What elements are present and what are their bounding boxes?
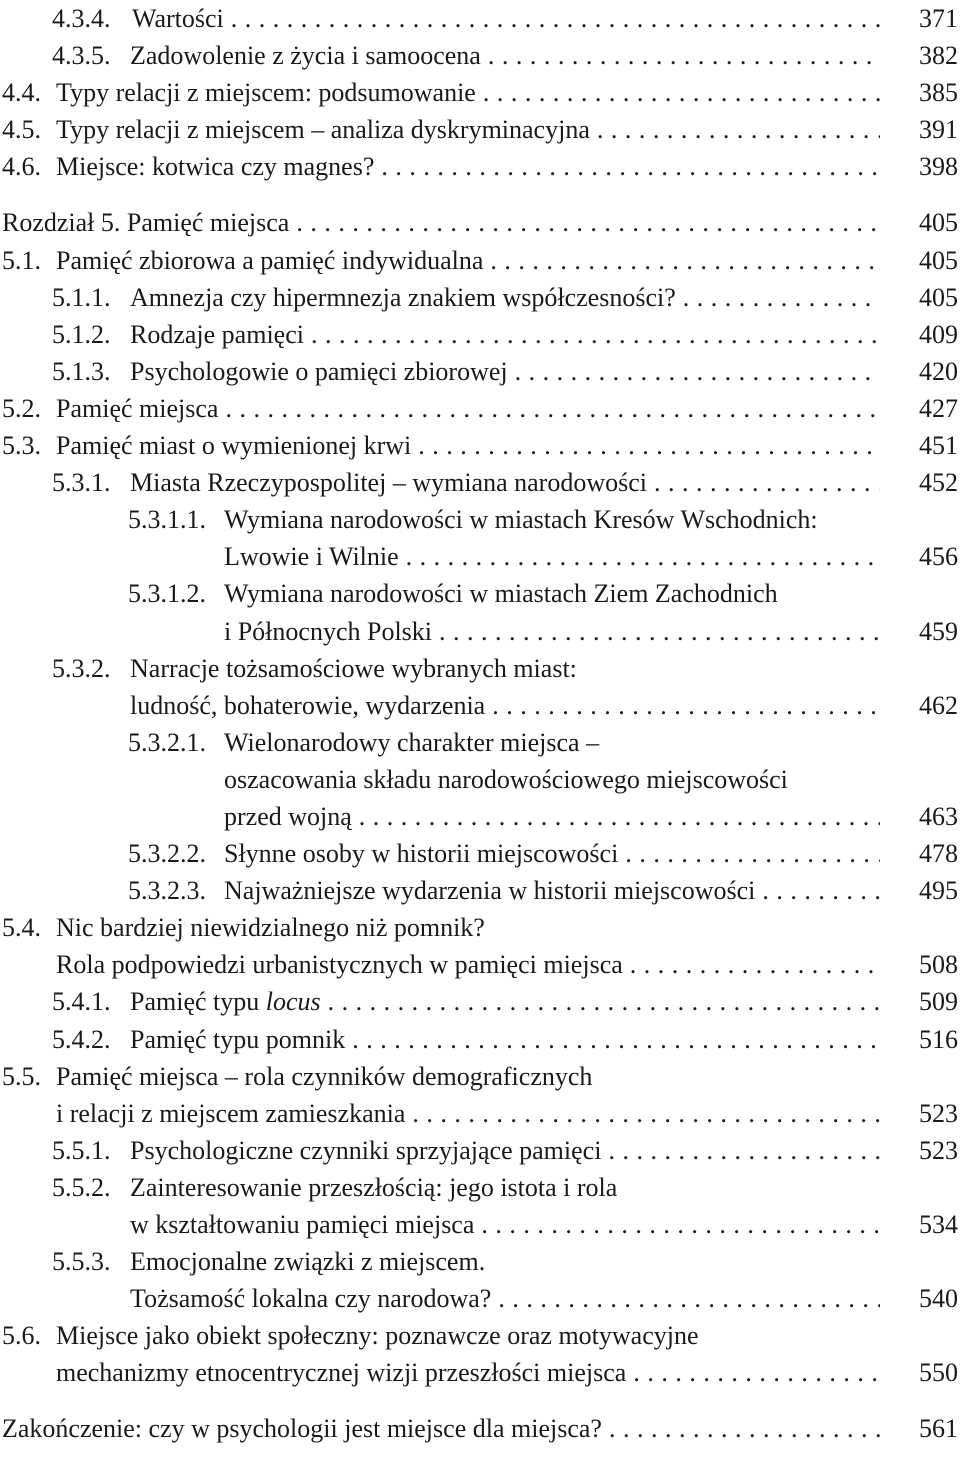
toc-entry-number: 5.3.2. [52,653,111,683]
toc-entry-page: 382 [919,41,958,71]
toc-entry[interactable] [0,650,960,687]
toc-entry-title-text: Pamięć zbiorowa a pamięć indywidualna [56,245,484,275]
toc-entry-title-text: Wymiana narodowości w miastach Ziem Zachodnich [224,579,778,609]
toc-entry-title [56,1095,880,1132]
toc-entry-page: 463 [919,801,958,831]
toc-entry-page: 550 [919,1358,958,1388]
toc-entry[interactable] [0,74,960,111]
toc-entry-title-text: Pamięć miast o wymienionej krwi [56,431,412,461]
toc-entry-title [56,427,880,464]
toc-entry-title [224,538,880,575]
toc-entry-number: 5.1.2. [52,319,111,349]
toc-entry[interactable] [0,1095,960,1132]
toc-entry-title [224,501,818,538]
toc-entry-page: 405 [919,282,958,312]
toc-entry-page: 508 [919,950,958,980]
toc-entry-title-italic: locus [265,987,321,1017]
toc-entry[interactable] [0,538,960,575]
toc-entry-title-text: w kształtowaniu pamięci miejsca [130,1210,475,1239]
toc-entry[interactable] [0,687,960,724]
toc-entry-title [130,464,880,501]
toc-entry[interactable] [0,316,960,353]
toc-entry-number: 5.1.3. [52,356,111,386]
toc-entry-title-text: Lwowie i Wilnie [224,542,399,572]
toc-entry-title-text: oszacowania składu narodowościowego miejscowości [224,764,788,794]
toc-entry-page: 516 [919,1024,958,1054]
toc-entry-title-text: Wielonarodowy charakter miejsca – [224,727,600,757]
toc-entry[interactable] [0,148,960,185]
toc-entry-title-text: Miasta Rzeczypospolitej – wymiana narodowości [130,468,647,498]
toc-entry-page: 427 [919,393,958,423]
toc-entry-title [224,724,599,761]
toc-entry-page: 495 [919,876,958,906]
toc-entry-title-text: Zainteresowanie przeszłością: jego istota i rola [130,1172,618,1202]
toc-entry[interactable] [0,111,960,148]
toc-entry[interactable] [0,1317,960,1354]
toc-entry[interactable] [0,909,960,946]
toc-entry-title-text: Wartości [132,4,224,33]
toc-entry[interactable] [0,1354,960,1391]
toc-entry[interactable] [0,1058,960,1095]
toc-entry-title [56,1354,880,1391]
toc-entry[interactable] [0,204,960,241]
toc-entry-title [132,0,880,37]
toc-entry-page: 534 [919,1210,958,1239]
toc-entry-title [56,1317,699,1354]
toc-entry-title-text: Zadowolenie z życia i samoocena [130,41,481,71]
toc-entry-title-text: Amnezja czy hipermnezja znakiem współczesności? [130,282,676,312]
toc-entry[interactable] [0,798,960,835]
toc-entry-number: 5.5. [2,1061,41,1091]
toc-entry-title [130,279,880,316]
toc-entry-title-text: Typy relacji z miejscem: podsumowanie [56,78,476,108]
toc-entry-page: 462 [919,690,958,720]
toc-entry[interactable] [0,835,960,872]
toc-entry-page: 456 [919,542,958,572]
toc-entry[interactable] [0,613,960,650]
toc-entry-title [130,1206,880,1243]
toc-entry-page: 405 [919,208,958,238]
toc-entry-title-text: Pamięć typu [130,987,266,1017]
toc-entry-title [224,872,880,909]
toc-entry-title-text: i Północnych Polski [224,616,433,646]
toc-entry-title-text: i relacji z miejscem zamieszkania [56,1098,406,1128]
toc-entry-title [56,946,880,983]
toc-entry-number: 5.4.2. [52,1024,111,1054]
toc-entry[interactable] [0,724,960,761]
toc-entry-number: 5.3. [2,431,41,461]
toc-entry-title [130,1243,485,1280]
toc-entry-title [130,687,880,724]
toc-entry[interactable] [0,0,960,37]
toc-entry-title [224,835,880,872]
toc-entry-title-text: ludność, bohaterowie, wydarzenia [130,690,486,720]
toc-entry-title-text: Narracje tożsamościowe wybranych miast: [130,653,577,683]
toc-entry-number: 5.1.1. [52,282,111,312]
toc-entry-title-text: Rozdział 5. Pamięć miejsca [2,208,290,238]
toc-entry[interactable] [0,501,960,538]
toc-entry[interactable] [0,761,960,798]
toc-entry-title-text: Wymiana narodowości w miastach Kresów Wschodnich: [224,505,818,535]
toc-entry-title-text: Rodzaje pamięci [130,319,304,349]
toc-entry-title-text: Słynne osoby w historii miejscowości [224,839,619,869]
toc-entry-title [130,1021,880,1058]
toc-entry-title [130,316,880,353]
toc-entry-title [56,1058,592,1095]
toc-entry-number: 5.3.1.1. [128,505,206,535]
toc-entry[interactable] [0,37,960,74]
toc-entry-title-text: mechanizmy etnocentrycznej wizji przeszłości miejsca [56,1358,627,1388]
toc-entry[interactable] [0,575,960,612]
toc-entry-number: 5.3.1. [52,468,111,498]
toc-entry[interactable] [0,1410,960,1447]
toc-entry[interactable] [0,390,960,427]
toc-entry-title [56,148,880,185]
toc-entry-title-text: Tożsamość lokalna czy narodowa? [130,1284,492,1314]
toc-entry[interactable] [0,353,960,390]
toc-entry-title-text: Pamięć miejsca [56,393,219,423]
toc-entry-title-text: Psychologiczne czynniki sprzyjające pamięci [130,1135,602,1165]
toc-entry-title-text: Nic bardziej niewidzialnego niż pomnik? [56,913,485,943]
toc-entry-page: 409 [919,319,958,349]
toc-entry-title-text: Najważniejsze wydarzenia w historii miejscowości [224,876,756,906]
toc-entry-title [2,204,880,241]
toc-entry-number: 4.4. [2,78,41,108]
toc-entry-number: 5.4. [2,913,41,943]
toc-entry-title [130,37,880,74]
toc-entry-title [130,353,880,390]
toc-entry-title-text: Pamięć miejsca – rola czynników demograficznych [56,1061,593,1091]
toc-entry-title [56,111,880,148]
toc-entry-title-text: Miejsce: kotwica czy magnes? [56,152,375,182]
toc-entry-title [56,74,880,111]
toc-entry[interactable] [0,1206,960,1243]
toc-entry-number: 5.5.3. [52,1247,111,1277]
toc-entry-number: 5.2. [2,393,41,423]
toc-entry-number: 5.5.2. [52,1172,111,1202]
toc-entry-title [224,761,788,798]
toc-entry-page: 509 [919,987,958,1017]
toc-entry[interactable] [0,1243,960,1280]
toc-entry-page: 540 [919,1284,958,1314]
toc-entry-title [130,1132,880,1169]
toc-entry-title [130,983,880,1020]
toc-entry-title [224,575,778,612]
toc-entry-title-text: Rola podpowiedzi urbanistycznych w pamięci miejsca [56,950,623,980]
toc-entry-page: 523 [919,1135,958,1165]
toc-entry[interactable] [0,242,960,279]
toc-entry-number: 5.3.2.3. [128,876,206,906]
toc-entry-title [224,798,880,835]
toc-entry-title-text: Emocjonalne związki z miejscem. [130,1247,486,1277]
toc-entry[interactable] [0,983,960,1020]
toc-entry-title-text: Psychologowie o pamięci zbiorowej [130,356,508,386]
toc-entry-title [56,390,880,427]
toc-entry-title-text: Zakończenie: czy w psychologii jest miejsce dla miejsca? [2,1414,602,1444]
toc-entry[interactable] [0,1132,960,1169]
toc-entry-title [56,242,880,279]
toc-entry-number: 5.1. [2,245,41,275]
toc-entry[interactable] [0,279,960,316]
toc-entry-number: 5.3.2.2. [128,839,206,869]
toc-entry-number: 5.3.2.1. [128,727,206,757]
toc-entry-number: 4.5. [2,115,41,145]
toc-entry[interactable] [0,464,960,501]
toc-entry-page: 459 [919,616,958,646]
toc-entry-title [224,613,880,650]
toc-entry-number: 5.3.1.2. [128,579,206,609]
toc-entry-page: 451 [919,431,958,461]
toc-entry-title [56,909,485,946]
toc-entry-number: 5.6. [2,1321,41,1351]
toc-entry-page: 452 [919,468,958,498]
toc-entry-number: 5.5.1. [52,1135,111,1165]
toc-entry-title [130,650,577,687]
toc-entry-page: 561 [919,1414,958,1444]
toc-entry[interactable] [0,872,960,909]
toc-entry-number: 4.6. [2,152,41,182]
toc-entry-page: 398 [919,152,958,182]
toc-entry-title-text: Pamięć typu pomnik [130,1024,346,1054]
toc-entry-page: 385 [919,78,958,108]
toc-entry-title-text: Miejsce jako obiekt społeczny: poznawcze oraz motywacyjne [56,1321,699,1351]
toc-entry-page: 523 [919,1098,958,1128]
toc-entry-title-text: przed wojną [224,801,352,831]
toc-entry-title-text: Typy relacji z miejscem – analiza dyskryminacyjna [56,115,590,145]
toc-entry[interactable] [0,1021,960,1058]
toc-entry-number: 4.3.5. [52,41,111,71]
toc-entry-page: 391 [919,115,958,145]
toc-entry-page: 478 [919,839,958,869]
toc-entry[interactable] [0,427,960,464]
toc-entry-number: 5.4.1. [52,987,111,1017]
toc-entry-title [130,1169,617,1206]
toc-entry-title [130,1280,880,1317]
toc-entry[interactable] [0,946,960,983]
toc-entry-page: 405 [919,245,958,275]
toc-entry-page: 371 [919,4,958,33]
toc-entry[interactable] [0,1280,960,1317]
toc-entry-number: 4.3.4. [52,4,111,33]
toc-entry[interactable] [0,1169,960,1206]
toc-entry-title [2,1410,880,1447]
toc-entry-page: 420 [919,356,958,386]
